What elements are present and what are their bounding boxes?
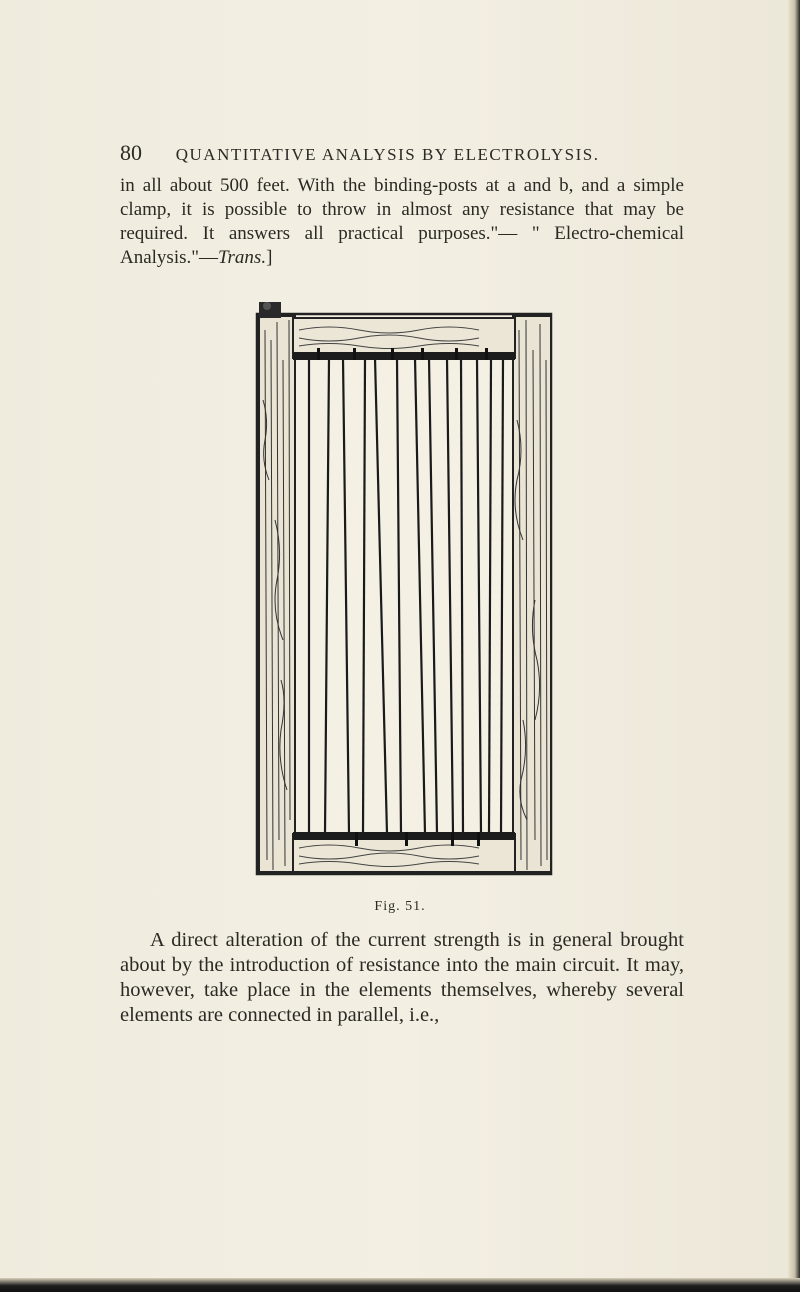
page-bottom-edge xyxy=(0,1278,800,1292)
resistance-frame-diagram-icon xyxy=(255,300,555,876)
page-number: 80 xyxy=(120,140,142,165)
running-header xyxy=(120,140,680,166)
figure-51 xyxy=(255,300,555,876)
paragraph-bottom: A direct alteration of the current strength is in general brought about by the introduction of resistance into the main circuit. It may, however, take place in the elements themselves, whereby several elements are connected in parallel, i.e., xyxy=(120,929,684,1026)
bracket-close: ] xyxy=(266,247,273,268)
trans-note: Trans. xyxy=(218,247,267,268)
paragraph-top-text: in all about 500 feet. With the binding-posts at a and b, and a simple clamp, it is possible to throw in almost any resistance that may be required. It answers all practical purposes."— " Electro-chemical Analysis."— xyxy=(120,175,684,268)
figure-caption: Fig. 51. xyxy=(374,899,426,914)
page-right-edge xyxy=(788,0,800,1292)
paragraph-top xyxy=(120,174,684,270)
running-title: QUANTITATIVE ANALYSIS BY ELECTROLYSIS. xyxy=(175,145,600,164)
